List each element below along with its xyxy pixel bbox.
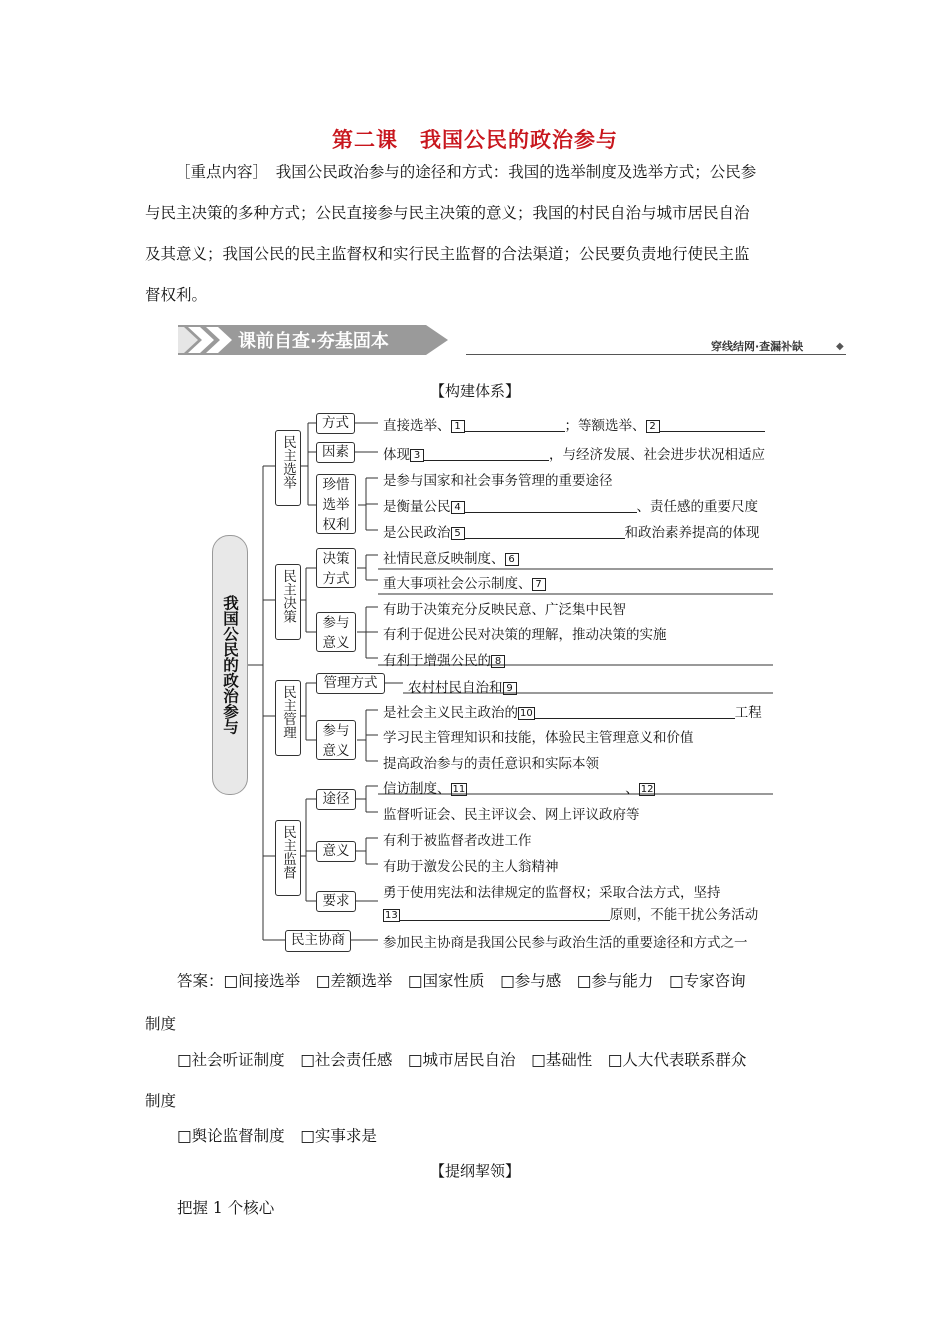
core-heading: 把握 1 个核心	[177, 1199, 275, 1217]
answer-box-icon: □	[607, 1051, 623, 1069]
group-decision	[275, 564, 301, 640]
leaf-canyu2-1	[383, 701, 762, 721]
diamond-icon: ◆	[836, 341, 844, 352]
leaf-text: 信访制度、	[383, 781, 451, 797]
root-node	[212, 535, 248, 795]
intro-line: ［重点内容］ 我国公民政治参与的途径和方式：我国的选举制度及选举方式；公民参	[175, 163, 757, 181]
leaf-zhenxi-2	[383, 495, 758, 515]
group-label: 民主监督	[280, 825, 296, 879]
blank-line	[465, 418, 565, 432]
leaf-fangshi	[383, 414, 765, 434]
answer-box-icon: □	[407, 972, 423, 990]
leaf-text: 体现	[383, 447, 410, 463]
intro-line: 及其意义；我国公民的民主监督权和实行民主监督的合法渠道；公民要负责地行使民主监	[145, 245, 750, 263]
leaf-text: 、责任感的重要尺度	[636, 499, 758, 515]
leaf-text: 、	[625, 781, 639, 797]
blank-number: 13	[385, 910, 398, 921]
leaf-text: 原则，不能干扰公务活动	[609, 907, 759, 923]
leaf-text: 社情民意反映制度、	[383, 551, 505, 567]
blank-number: 2	[646, 420, 660, 433]
sub-juece-fs: 决策方式	[316, 548, 356, 588]
blank-line	[467, 782, 625, 795]
blank-line	[424, 447, 549, 461]
sub-fangshi: 方式	[316, 413, 355, 434]
blank-number: 1	[451, 420, 465, 433]
sub-canyu-yy2: 参与意义	[316, 720, 356, 760]
answer-box-icon: □	[576, 972, 592, 990]
answer-item: 舆论监督制度	[191, 1127, 285, 1145]
answer-item: 基础性	[545, 1051, 593, 1069]
answer-box-icon: □	[407, 1051, 423, 1069]
leaf-zhenxi-3	[383, 521, 760, 541]
leaf-canyu-2: 有利于促进公民对决策的理解，推动决策的实施	[383, 627, 667, 643]
answer-box-icon: □	[500, 972, 515, 990]
intro-line: 督权利。	[145, 286, 208, 304]
leaf-text: 有利于增强公民的	[383, 653, 491, 669]
blank-number: 9	[503, 682, 517, 695]
section-heading-system: 【构建体系】	[429, 382, 520, 400]
sub-yaoqiu: 要求	[316, 891, 356, 912]
blank-number: 12	[640, 784, 654, 795]
leaf-text: 是公民政治	[383, 525, 451, 541]
answers-line-1	[177, 969, 746, 991]
section-heading-outline: 【提纲挈领】	[429, 1162, 520, 1180]
leaf-juece-1	[383, 547, 519, 567]
answer-box-icon: □	[315, 972, 331, 990]
leaf-text: 农村村民自治和	[408, 680, 503, 696]
leaf-canyu2-2: 学习民主管理知识和技能，体验民主管理意义和价值	[383, 730, 694, 746]
answer-box-icon: □	[177, 1127, 192, 1145]
sub-yiyi: 意义	[316, 841, 356, 862]
answer-box-icon: □	[668, 972, 684, 990]
intro-line: 与民主决策的多种方式；公民直接参与民主决策的意义；我国的村民自治与城市居民自治	[145, 204, 750, 222]
answer-item: 人大代表联系群众	[622, 1051, 747, 1069]
leaf-yaoqiu-1: 勇于使用宪法和法律规定的监督权；采取合法方式，坚持	[383, 885, 721, 901]
banner-slogan: 穿线结网·查漏补缺	[711, 340, 804, 353]
answer-item: 社会听证制度	[191, 1051, 285, 1069]
leaf-canyu-3	[383, 649, 505, 669]
leaf-canyu2-3: 提高政治参与的责任意识和实际本领	[383, 756, 599, 772]
leaf-text: ，与经济发展、社会进步状况相适应	[549, 447, 765, 463]
leaf-zhenxi-1: 是参与国家和社会事务管理的重要途径	[383, 473, 613, 489]
group-supervision	[275, 820, 301, 896]
answer-item: 国家性质	[422, 972, 485, 990]
leaf-yaoqiu-2	[383, 903, 758, 923]
group-label: 民主决策	[280, 569, 296, 623]
answer-item: 实事求是	[314, 1127, 377, 1145]
answer-box-icon: □	[177, 1051, 192, 1069]
answer-box-icon: □	[300, 1127, 315, 1145]
answer-item: 参与感	[514, 972, 562, 990]
answers-line-3	[177, 1048, 746, 1070]
blank-number: 6	[505, 553, 519, 566]
leaf-yiyi-1: 有利于被监督者改进工作	[383, 833, 532, 849]
group-consult: 民主协商	[285, 930, 351, 952]
leaf-canyu-1: 有助于决策充分反映民意、广泛集中民智	[383, 602, 626, 618]
blank-number: 11	[452, 784, 466, 795]
answers-prefix: 答案：	[177, 972, 224, 990]
blank-number: 4	[451, 501, 465, 514]
blank-line	[660, 418, 765, 432]
banner-text: 课前自查·夯基固本	[238, 331, 389, 352]
sub-tujing: 途径	[316, 789, 356, 810]
leaf-text: 是衡量公民	[383, 499, 451, 515]
page-title: 第二课 我国公民的政治参与	[332, 127, 618, 152]
leaf-text: 工程	[734, 705, 762, 721]
answer-item: 制度	[145, 1092, 177, 1110]
leaf-yiyi-2: 有助于激发公民的主人翁精神	[383, 859, 559, 875]
answers-line-2	[145, 1012, 176, 1034]
leaf-text: ；等额选举、	[564, 418, 646, 434]
answer-item: 制度	[145, 1015, 177, 1033]
blank-number: 7	[532, 578, 546, 591]
leaf-yinsu	[383, 443, 765, 463]
blank-line	[465, 499, 637, 513]
blank-number: 5	[451, 527, 465, 540]
leaf-text: 重大事项社会公示制度、	[383, 576, 532, 592]
answers-line-4	[145, 1089, 176, 1111]
leaf-text: 直接选举、	[383, 418, 451, 434]
blank-line	[465, 525, 625, 539]
answer-box-icon: □	[531, 1051, 546, 1069]
root-label: 我国公民的政治参与	[221, 595, 240, 735]
blank-number: 10	[520, 708, 533, 719]
answer-item: 社会责任感	[314, 1051, 393, 1069]
sub-zhenxi: 珍惜选举权利	[316, 474, 356, 534]
answer-item: 参与能力	[591, 972, 654, 990]
leaf-guanli-1	[408, 676, 517, 696]
leaf-text: 和政治素养提高的体现	[624, 525, 760, 541]
group-label: 民主管理	[280, 685, 296, 739]
leaf-tujing-1	[383, 777, 655, 797]
sub-guanli-fs: 管理方式	[316, 673, 385, 694]
group-election	[275, 430, 301, 506]
blank-number: 8	[491, 655, 505, 668]
blank-number: 3	[410, 449, 424, 462]
leaf-text: 是社会主义民主政治的	[383, 705, 518, 721]
sub-yinsu: 因素	[316, 442, 355, 463]
answer-item: 间接选举	[238, 972, 301, 990]
group-label: 民主选举	[280, 435, 296, 489]
sub-canyu-yy1: 参与意义	[316, 612, 356, 652]
group-management	[275, 680, 301, 756]
answer-box-icon: □	[300, 1051, 315, 1069]
blank-line	[535, 705, 735, 719]
answer-item: 城市居民自治	[422, 1051, 516, 1069]
leaf-tujing-2: 监督听证会、民主评议会、网上评议政府等	[383, 807, 640, 823]
leaf-juece-2	[383, 572, 546, 592]
leaf-consult: 参加民主协商是我国公民参与政治生活的重要途径和方式之一	[383, 935, 748, 951]
answer-item: 专家咨询	[683, 972, 746, 990]
blank-line	[400, 907, 610, 921]
answers-line-5	[177, 1124, 377, 1146]
answer-box-icon: □	[223, 972, 239, 990]
answer-item: 差额选举	[330, 972, 393, 990]
